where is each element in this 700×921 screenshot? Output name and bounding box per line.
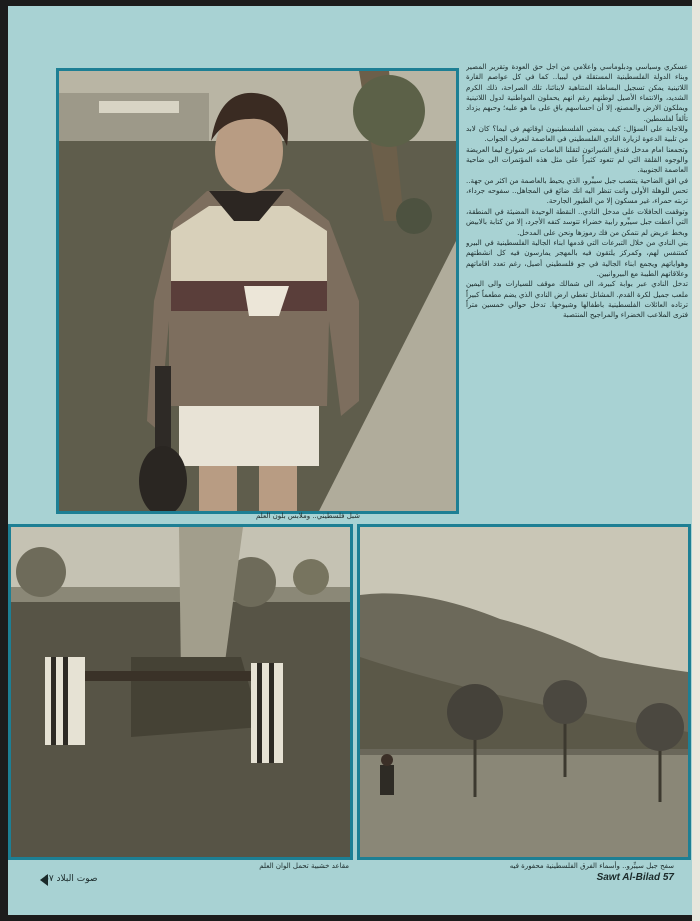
article-paragraph-2: وللاجابة على السؤال: كيف يمضي الفلسطينيون اوقاتهم في ليما؟ كان لابد من تلبية الدعوة لزيارة النادي الفلسطيني في العاصمة لنعرف الجواب. — [466, 124, 688, 144]
footer-english-folio: Sawt Al-Bilad 57 — [596, 872, 674, 883]
hill-photo-image — [360, 527, 688, 857]
bench-photo-image — [11, 527, 350, 857]
article-paragraph-6: بني النادي من خلال التبرعات التي قدمها ابناء الجالية الفلسطينية في البيرو كمتنفس لهم، وكمركز يلتقون فيه بالمهجر يمارسون فيه كل انشطتهم وهواياتهم ويجمع ابناء الجالية في جو فلسطيني أصيل، رغم تعدد اقاماتهم وعلاقاتهم الطيبة مع البيروانيين. — [466, 237, 688, 278]
bottom-right-photo-caption: سفح جبل سيبِّرو.. وأسماء الفرق الفلسطينية محفورة فيه — [509, 862, 674, 870]
top-photo-boy — [56, 68, 459, 514]
article-body — [466, 62, 688, 532]
article-paragraph-1: عسكري وسياسي ودبلوماسي واعلامي من اجل حق العودة وتقرير المصير وبناء الدولة الفلسطينية المستقلة في ليبيا.. كما في كل عواصم القارة اللاتينية يمكن تسجيل البساطة المتناهية لابنائنا، تلك الصراحة، ذلك الكرم الشديد، والانتماء الأصيل لوطنهم رغم انهم يحملون المواطنية لدول اللاتينية ويملكون الارض والمصنع، إلا أن احساسهم باق على ما هو عليه؛ وحبهم يزداد تألقاً لفلسطين. — [466, 62, 688, 123]
bottom-right-photo-hill — [357, 524, 691, 860]
bottom-left-photo-bench — [8, 524, 353, 860]
top-photo-caption: شبل فلسطيني.. وملابس بلون العلم — [256, 512, 360, 520]
page-edge — [692, 0, 700, 921]
article-paragraph-4: في افق الضاحية ينتصب جبل سيبِّرو، الذي يحيط بالعاصمة من اكثر من جهة.. تحس للوهلة الأولى وانت تنظر اليه انك ضائع في المجاهل.. سفوحه جرداء، تربته حمراء، غير مسكون إلا من الطيور الجارحة. — [466, 175, 688, 206]
article-paragraph-3: وتجمعنا امام مدخل فندق الشيراتون لتقلنا الباصات عبر شوارع ليما العريضة والوجوه القلقة التي لم تتعود كثيراً على مثل هذه المؤتمرات الى ضاحية العاصمة الجنوبية. — [466, 144, 688, 175]
footer-arabic-folio: صوت البلاد ٥٧ — [44, 874, 98, 884]
article-paragraph-7: تدخل النادي عبر بوابة كبيرة، الى شمالك موقف للسيارات والى اليمين ملعب جميل لكرة القدم. المشاتل تغطي ارض النادي الذي يضم مطعماً كبيراً ترتاده العائلات الفلسطينية باطفالها وشيوخها. تدخل حوالي خمسين متراً فترى الملاعب الخضراء والمراجيح المنتصبة — [466, 279, 688, 320]
article-paragraph-5: وتوقفت الحافلات على مدخل النادي.. النقطة الوحيدة المضيئة في المنطقة، التي أعطت جبل سيبِّرو رابية خضراء تتوسد كتفه الأجرد، إلا من كتابة بالابيض وبخط عريض لم نتمكن من فك رموزها ونحن على المدخل. — [466, 206, 688, 237]
bottom-left-photo-caption: مقاعد خشبية تحمل الوان العلم — [259, 862, 349, 870]
magazine-page — [8, 6, 692, 915]
boy-photo-image — [59, 71, 456, 511]
